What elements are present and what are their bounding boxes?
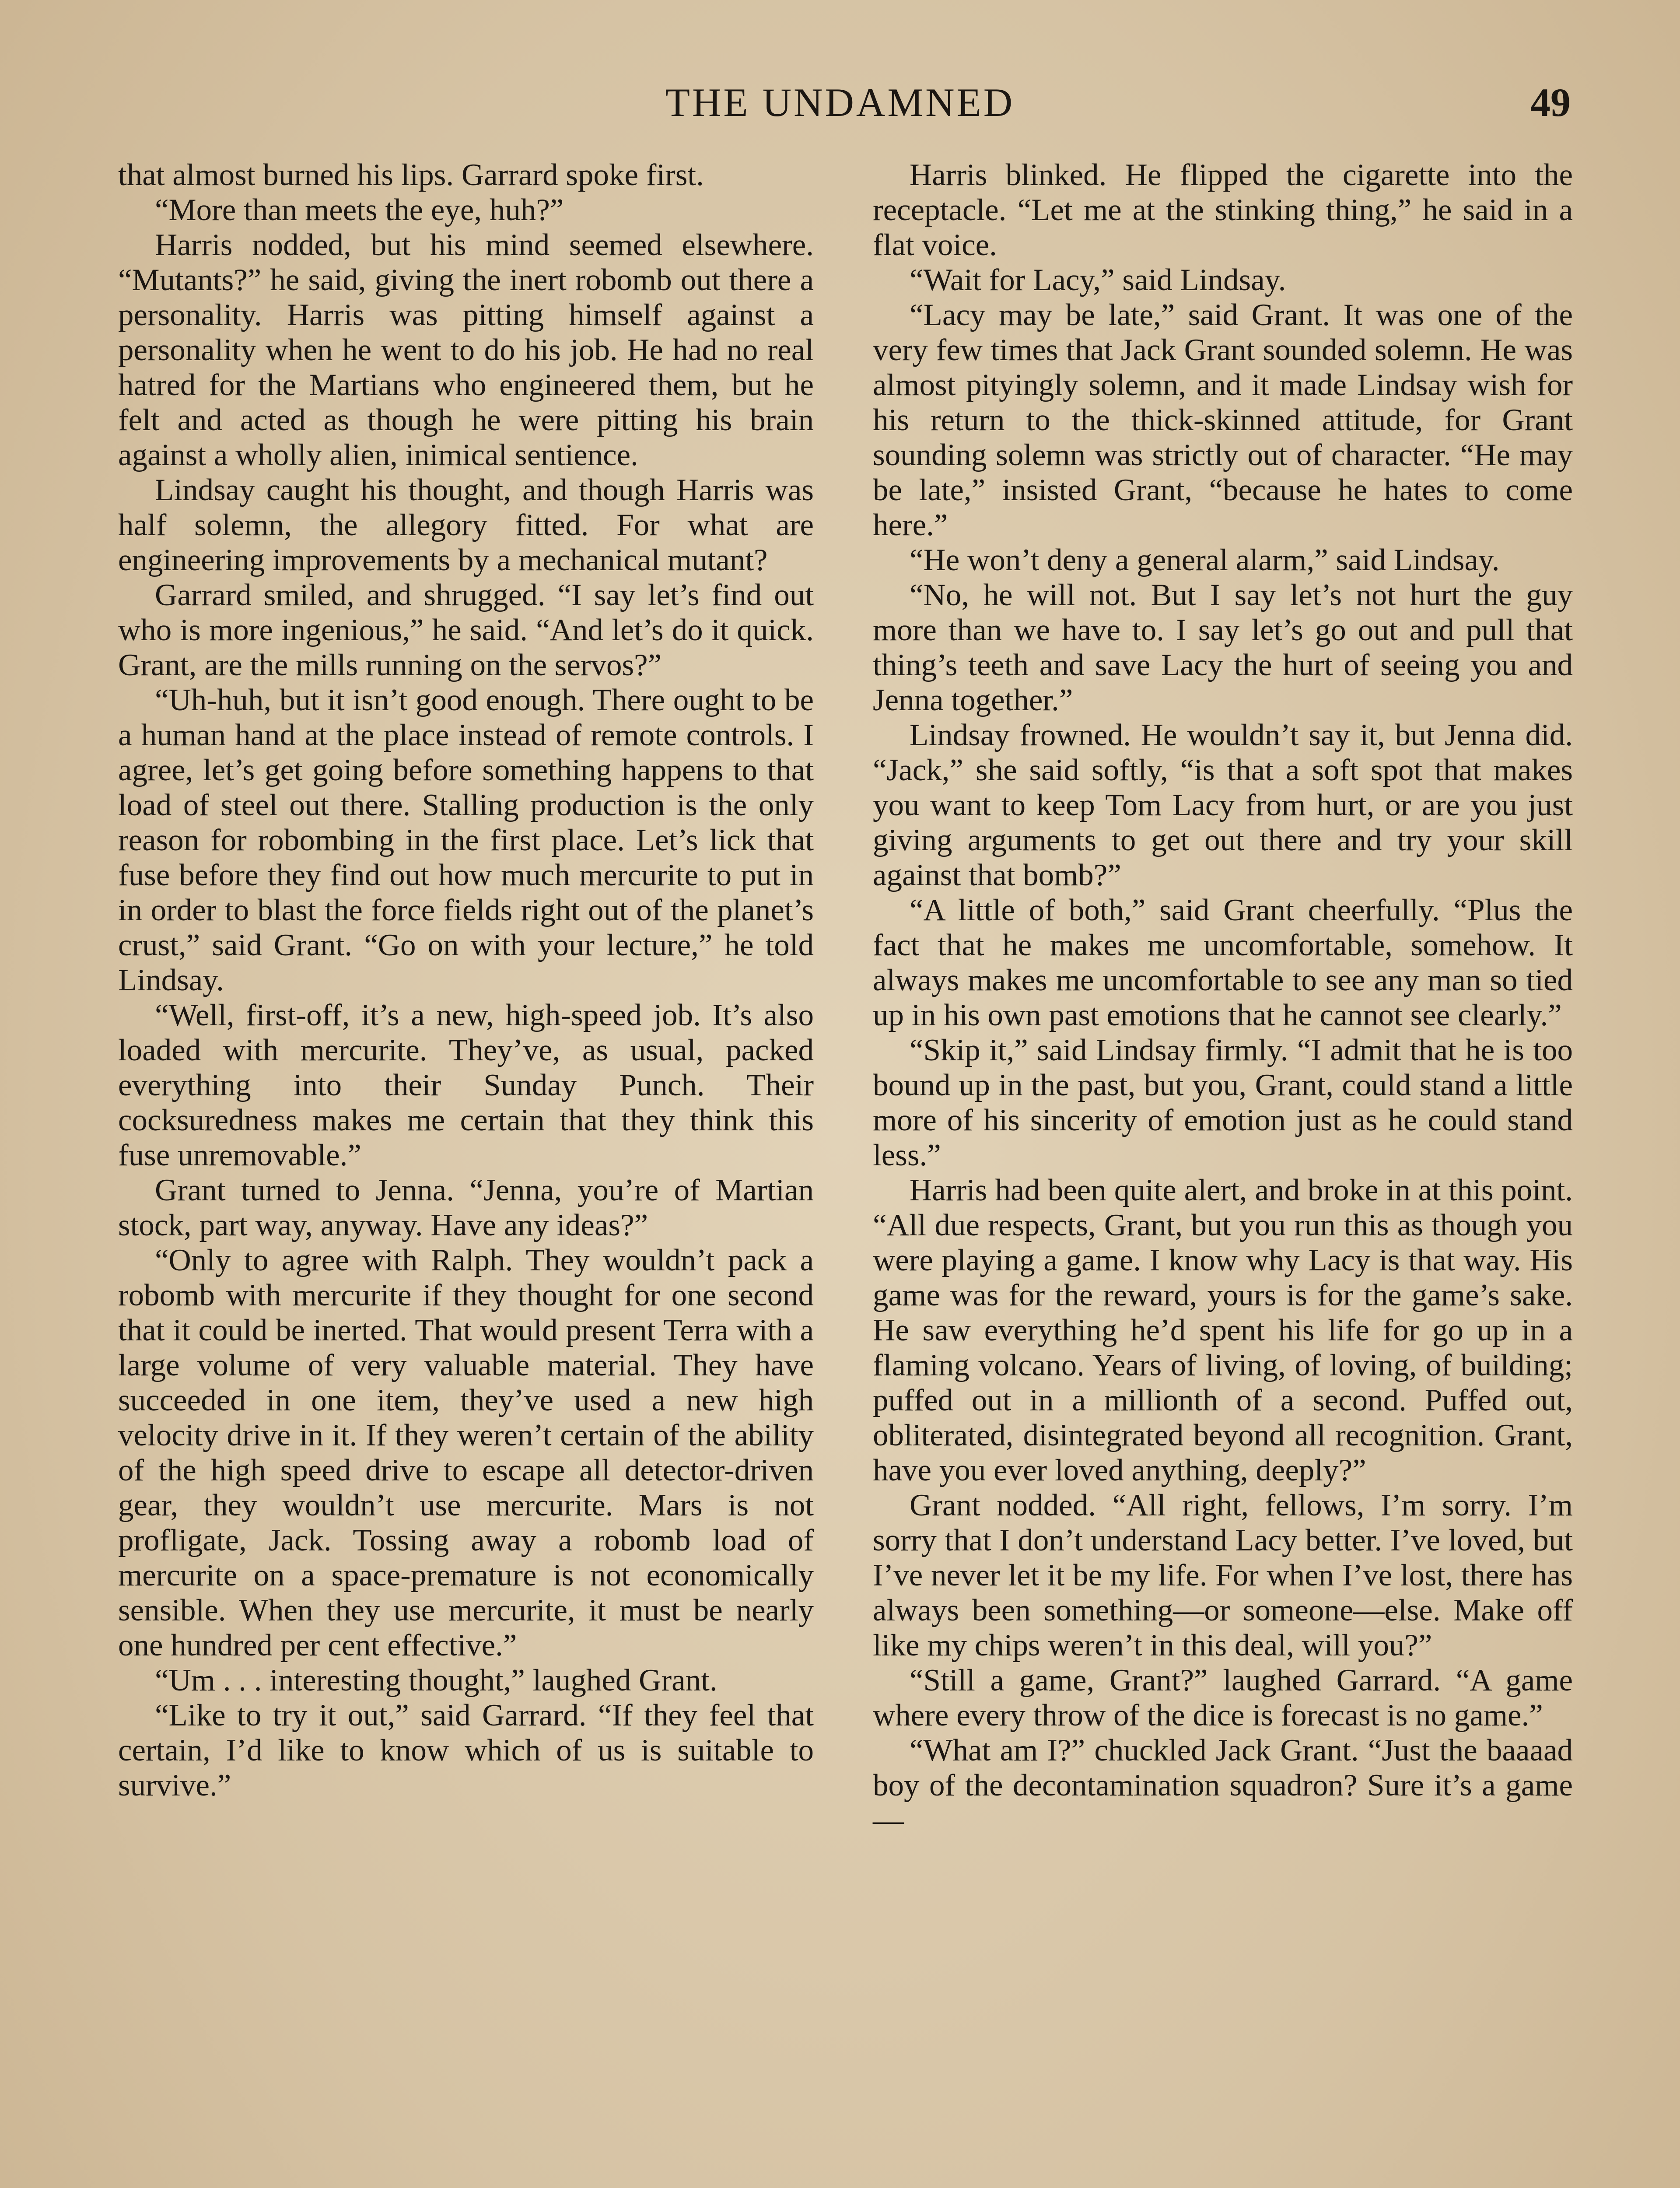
right-column <box>873 158 1573 1838</box>
paragraph: that almost burned his lips. Garrard spoke first. <box>118 158 704 192</box>
paragraph: “No, he will not. But I say let’s not hurt the guy more than we have to. I say let’s go out and pull that thing’s teeth and save Lacy the hurt of seeing you and Jenna together.” <box>873 578 1573 717</box>
running-title: THE UNDAMNED <box>665 80 1015 125</box>
paragraph: Lindsay frowned. He wouldn’t say it, but Jenna did. “Jack,” she said softly, “is that a soft spot that makes you want to keep Tom Lacy from hurt, or are you just giving arguments to get out there and try your skill against that bomb?” <box>873 718 1573 892</box>
left-column <box>118 158 814 1803</box>
paragraph: “Lacy may be late,” said Grant. It was one of the very few times that Jack Grant sounded solemn. He was almost pityingly solemn, and it made Lindsay wish for his return to the thick-skinned attitude, for Grant sounding solemn was strictly out of character. “He may be late,” insisted Grant, “because he hates to come here.” <box>873 298 1573 542</box>
paragraph: “Skip it,” said Lindsay firmly. “I admit that he is too bound up in the past, but you, Grant, could stand a little more of his sincerity of emotion just as he could stand less.” <box>873 1033 1573 1172</box>
paragraph: “Only to agree with Ralph. They wouldn’t pack a robomb with mercurite if they thought for one second that it could be inerted. That would present Terra with a large volume of very valuable material. They have succeeded in one item, they’ve used a new high velocity drive in it. If they weren’t certain of the ability of the high speed drive to escape all detector-driven gear, they wouldn’t use mercurite. Mars is not profligate, Jack. Tossing away a robomb load of mercurite on a space-premature is not economically sensible. When they use mercurite, it must be nearly one hundred per cent effective.” <box>118 1243 814 1662</box>
paragraph: Grant turned to Jenna. “Jenna, you’re of Martian stock, part way, anyway. Have any ideas?” <box>118 1173 814 1242</box>
paragraph: Harris nodded, but his mind seemed elsewhere. “Mutants?” he said, giving the inert robomb out there a personality. Harris was pitting himself against a personality when he went to do his job. He had no real hatred for the Martians who engineered them, but he felt and acted as though he were pitting his brain against a wholly alien, inimical sentience. <box>118 228 814 472</box>
paragraph: “What am I?” chuckled Jack Grant. “Just the baaaad boy of the decontamination squadron? Sure it’s a game— <box>873 1733 1573 1837</box>
paragraph: Lindsay caught his thought, and though Harris was half solemn, the allegory fitted. For what are engineering improvements by a mechanical mutant? <box>118 473 814 577</box>
paragraph: “More than meets the eye, huh?” <box>155 193 564 227</box>
paragraph: Harris blinked. He flipped the cigarette into the receptacle. “Let me at the stinking thing,” he said in a flat voice. <box>873 158 1573 262</box>
paragraph: Grant nodded. “All right, fellows, I’m sorry. I’m sorry that I don’t understand Lacy better. I’ve loved, but I’ve never let it be my life. For when I’ve lost, there has always been something—or someone—else. Make off like my chips weren’t in this deal, will you?” <box>873 1488 1573 1662</box>
paragraph: “Uh-huh, but it isn’t good enough. There ought to be a human hand at the place instead of remote controls. I agree, let’s get going before something happens to that load of steel out there. Stalling production is the only reason for robombing in the first place. Let’s lick that fuse before they find out how much mercurite to put in in order to blast the force fields right out of the planet’s crust,” said Grant. “Go on with your lecture,” he told Lindsay. <box>118 683 814 997</box>
paragraph: “Like to try it out,” said Garrard. “If they feel that certain, I’d like to know which of us is suitable to survive.” <box>118 1698 814 1802</box>
paragraph: “Still a game, Grant?” laughed Garrard. “A game where every throw of the dice is forecast is no game.” <box>873 1663 1573 1732</box>
paragraph: “He won’t deny a general alarm,” said Lindsay. <box>910 543 1500 577</box>
paragraph: “Um . . . interesting thought,” laughed Grant. <box>155 1663 718 1697</box>
page-number: 49 <box>1530 80 1571 125</box>
paragraph: Garrard smiled, and shrugged. “I say let’s find out who is more ingenious,” he said. “And let’s do it quick. Grant, are the mills running on the servos?” <box>118 578 814 682</box>
paragraph: Harris had been quite alert, and broke in at this point. “All due respects, Grant, but you run this as though you were playing a game. I know why Lacy is that way. His game was for the reward, yours is for the game’s sake. He saw everything he’d spent his life for go up in a flaming volcano. Years of living, of loving, of building; puffed out in a millionth of a second. Puffed out, obliterated, disintegrated beyond all recognition. Grant, have you ever loved anything, deeply?” <box>873 1173 1573 1487</box>
paragraph: “A little of both,” said Grant cheerfully. “Plus the fact that he makes me uncomfortable, somehow. It always makes me uncomfortable to see any man so tied up in his own past emotions that he cannot see clearly.” <box>873 893 1573 1032</box>
paragraph: “Wait for Lacy,” said Lindsay. <box>910 263 1286 297</box>
paragraph: “Well, first-off, it’s a new, high-speed job. It’s also loaded with mercurite. They’ve, as usual, packed everything into their Sunday Punch. Their cocksuredness makes me certain that they think this fuse unremovable.” <box>118 998 814 1172</box>
